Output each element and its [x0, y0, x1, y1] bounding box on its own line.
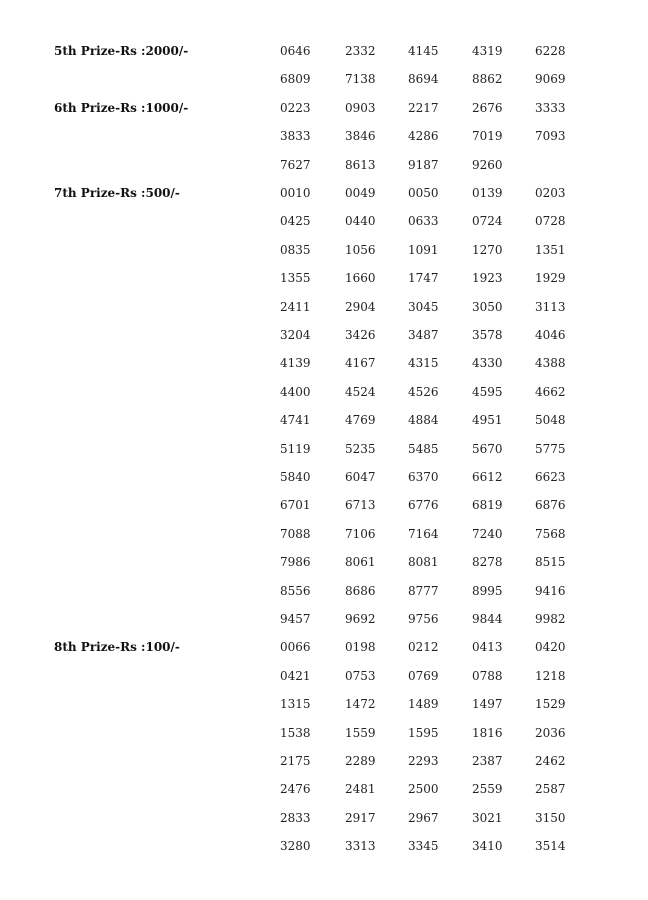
prize-row	[0, 412, 648, 440]
winning-number: 8556	[280, 583, 311, 598]
winning-number: 0633	[408, 214, 439, 229]
winning-number: 3021	[472, 810, 503, 825]
winning-number: 3426	[345, 328, 376, 342]
winning-number: 3410	[472, 839, 503, 854]
winning-number: 4286	[408, 129, 439, 144]
winning-number: 3333	[535, 100, 566, 115]
winning-number: 2676	[472, 100, 503, 115]
prize-row	[0, 128, 648, 156]
winning-number: 6701	[280, 498, 311, 513]
winning-number: 2332	[345, 44, 376, 58]
winning-number: 6612	[472, 470, 503, 484]
winning-number: 6713	[345, 498, 376, 513]
prize-row	[0, 583, 648, 611]
winning-number: 3345	[408, 839, 439, 854]
prize-row	[0, 810, 648, 838]
winning-number: 6623	[535, 470, 566, 484]
winning-number: 6047	[345, 470, 376, 484]
winning-number: 9187	[408, 157, 439, 172]
prize-row	[0, 696, 648, 724]
winning-number: 1497	[472, 697, 503, 712]
winning-number: 4951	[472, 413, 503, 428]
winning-number: 0788	[472, 668, 503, 683]
winning-number: 8694	[408, 72, 439, 87]
winning-number: 4400	[280, 384, 311, 399]
winning-number: 6228	[535, 44, 566, 58]
winning-number: 7019	[472, 129, 503, 144]
winning-number: 1270	[472, 242, 503, 257]
winning-number: 0066	[280, 640, 311, 655]
winning-number: 1538	[280, 725, 311, 740]
winning-number: 4319	[472, 44, 503, 58]
winning-number: 1595	[408, 725, 439, 740]
winning-number: 4167	[345, 356, 376, 371]
winning-number: 2036	[535, 725, 566, 740]
winning-number: 7088	[280, 526, 311, 541]
winning-number: 6876	[535, 498, 566, 513]
prize-label: 7th Prize-Rs :500/-	[54, 186, 180, 200]
winning-number: 1529	[535, 697, 566, 712]
winning-number: 0203	[535, 186, 566, 200]
winning-number: 2411	[280, 299, 311, 314]
winning-number: 2917	[345, 810, 376, 825]
winning-number: 3846	[345, 129, 376, 144]
winning-number: 5048	[535, 413, 566, 428]
winning-number: 9260	[472, 157, 503, 172]
winning-number: 0139	[472, 186, 503, 200]
prize-row	[0, 497, 648, 525]
winning-number: 4526	[408, 384, 439, 399]
winning-number: 1923	[472, 271, 503, 286]
winning-number: 0413	[472, 640, 503, 655]
winning-number: 6776	[408, 498, 439, 513]
prize-row	[0, 554, 648, 582]
winning-number: 6819	[472, 498, 503, 513]
winning-number: 7627	[280, 157, 311, 172]
winning-number: 2587	[535, 782, 566, 797]
winning-number: 8995	[472, 583, 503, 598]
winning-number: 8613	[345, 157, 376, 172]
winning-number: 0728	[535, 214, 566, 229]
winning-number: 4139	[280, 356, 311, 371]
winning-number: 0753	[345, 668, 376, 683]
winning-number: 9756	[408, 612, 439, 626]
winning-number: 0223	[280, 100, 311, 115]
winning-number: 5235	[345, 441, 376, 456]
winning-number: 0440	[345, 214, 376, 229]
winning-number: 1351	[535, 242, 566, 257]
winning-number: 1816	[472, 725, 503, 740]
prize-row	[0, 526, 648, 554]
winning-number: 7164	[408, 526, 439, 541]
winning-number: 1355	[280, 271, 311, 286]
winning-number: 8777	[408, 583, 439, 598]
winning-number: 3204	[280, 328, 311, 342]
winning-number: 7106	[345, 526, 376, 541]
winning-number: 9692	[345, 612, 376, 626]
winning-number: 8686	[345, 583, 376, 598]
winning-number: 2387	[472, 754, 503, 768]
prize-row	[0, 639, 648, 667]
winning-number: 5840	[280, 470, 311, 484]
winning-number: 6370	[408, 470, 439, 484]
winning-number: 4145	[408, 44, 439, 58]
winning-number: 1218	[535, 668, 566, 683]
winning-number: 5775	[535, 441, 566, 456]
winning-number: 4884	[408, 413, 439, 428]
prize-row	[0, 185, 648, 213]
winning-number: 3150	[535, 810, 566, 825]
winning-number: 0903	[345, 100, 376, 115]
winning-number: 2481	[345, 782, 376, 797]
prize-row	[0, 100, 648, 128]
winning-number: 7986	[280, 555, 311, 570]
winning-number: 4662	[535, 384, 566, 399]
winning-number: 2833	[280, 810, 311, 825]
winning-number: 5119	[280, 441, 311, 456]
winning-number: 1559	[345, 725, 376, 740]
prize-row	[0, 441, 648, 469]
prize-row	[0, 469, 648, 497]
winning-number: 7240	[472, 526, 503, 541]
winning-number: 0420	[535, 640, 566, 655]
winning-number: 0212	[408, 640, 439, 655]
winning-number: 0421	[280, 668, 311, 683]
winning-number: 9416	[535, 583, 566, 598]
winning-number: 8081	[408, 555, 439, 570]
winning-number: 4524	[345, 384, 376, 399]
winning-number: 1315	[280, 697, 311, 712]
winning-number: 6809	[280, 72, 311, 87]
winning-number: 2293	[408, 754, 439, 768]
winning-number: 7138	[345, 72, 376, 87]
winning-number: 4388	[535, 356, 566, 371]
winning-number: 1056	[345, 242, 376, 257]
winning-number: 2904	[345, 299, 376, 314]
prize-row	[0, 668, 648, 696]
winning-number: 1489	[408, 697, 439, 712]
prize-row	[0, 327, 648, 355]
winning-number: 3050	[472, 299, 503, 314]
prize-row	[0, 213, 648, 241]
prize-row	[0, 242, 648, 270]
winning-number: 2559	[472, 782, 503, 797]
winning-number: 0425	[280, 214, 311, 229]
winning-number: 1929	[535, 271, 566, 286]
winning-number: 0010	[280, 186, 311, 200]
winning-number: 7093	[535, 129, 566, 144]
winning-number: 0050	[408, 186, 439, 200]
prize-row	[0, 781, 648, 809]
prize-label: 5th Prize-Rs :2000/-	[54, 44, 189, 58]
winning-number: 3280	[280, 839, 311, 854]
winning-number: 9457	[280, 612, 311, 626]
prize-row	[0, 299, 648, 327]
prize-row	[0, 43, 648, 71]
winning-number: 1747	[408, 271, 439, 286]
winning-number: 9844	[472, 612, 503, 626]
winning-number: 8061	[345, 555, 376, 570]
prize-row	[0, 611, 648, 639]
winning-number: 4315	[408, 356, 439, 371]
winning-number: 5670	[472, 441, 503, 456]
prize-row	[0, 384, 648, 412]
winning-number: 3514	[535, 839, 566, 854]
winning-number: 2462	[535, 754, 566, 768]
winning-number: 4769	[345, 413, 376, 428]
winning-number: 9069	[535, 72, 566, 87]
prize-row	[0, 838, 648, 866]
prize-label: 6th Prize-Rs :1000/-	[54, 100, 189, 115]
winning-number: 2500	[408, 782, 439, 797]
winning-number: 8862	[472, 72, 503, 87]
winning-number: 2217	[408, 100, 439, 115]
winning-number: 0724	[472, 214, 503, 229]
winning-number: 1091	[408, 242, 439, 257]
winning-number: 3487	[408, 328, 439, 342]
prize-row	[0, 157, 648, 185]
winning-number: 3833	[280, 129, 311, 144]
winning-number: 2476	[280, 782, 311, 797]
winning-number: 3313	[345, 839, 376, 854]
winning-number: 4330	[472, 356, 503, 371]
winning-number: 3045	[408, 299, 439, 314]
winning-number: 5485	[408, 441, 439, 456]
prize-label: 8th Prize-Rs :100/-	[54, 640, 180, 655]
winning-number: 0646	[280, 44, 311, 58]
winning-number: 7568	[535, 526, 566, 541]
winning-number: 0835	[280, 242, 311, 257]
winning-number: 2967	[408, 810, 439, 825]
prize-row	[0, 355, 648, 383]
winning-number: 1472	[345, 697, 376, 712]
winning-number: 4741	[280, 413, 311, 428]
winning-number: 4046	[535, 328, 566, 342]
winning-number: 0049	[345, 186, 376, 200]
winning-number: 2289	[345, 754, 376, 768]
winning-number: 0198	[345, 640, 376, 655]
winning-number: 3113	[535, 299, 566, 314]
winning-number: 8278	[472, 555, 503, 570]
winning-number: 3578	[472, 328, 503, 342]
winning-number: 0769	[408, 668, 439, 683]
prize-row	[0, 270, 648, 298]
prize-row	[0, 753, 648, 781]
winning-number: 2175	[280, 754, 311, 768]
prize-row	[0, 725, 648, 753]
prize-row	[0, 71, 648, 99]
winning-number: 9982	[535, 612, 566, 626]
winning-number: 8515	[535, 555, 566, 570]
winning-number: 4595	[472, 384, 503, 399]
winning-number: 1660	[345, 271, 376, 286]
